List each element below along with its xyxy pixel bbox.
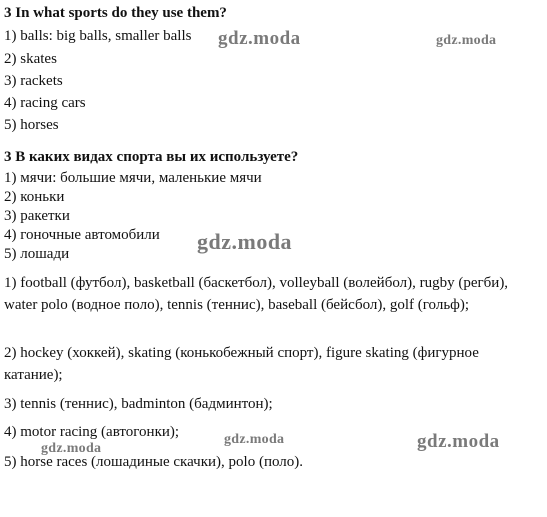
watermark: gdz.moda: [41, 441, 102, 456]
answer-paragraph-1: 1) football (футбол), basketball (баскетбол), volleyball (волейбол), rugby (регби), water polo (водное поло), tennis (теннис), baseball (бейсбол), golf (гольф);: [4, 275, 509, 313]
list-item-ru-4: 4) гоночные автомобили: [4, 227, 160, 243]
list-item-ru-3: 3) ракетки: [4, 208, 70, 224]
watermark: gdz.moda: [218, 28, 301, 49]
answer-paragraph-3: 3) tennis (теннис), badminton (бадминтон);: [4, 396, 273, 412]
list-item-en-3: 3) rackets: [4, 73, 63, 89]
watermark: gdz.moda: [417, 431, 500, 452]
list-item-ru-5: 5) лошади: [4, 246, 70, 262]
heading-russian: 3 В каких видах спорта вы их используете?: [4, 149, 299, 165]
answer-paragraph-5: 5) horse races (лошадиные скачки), polo (поло).: [4, 454, 304, 470]
list-item-ru-1: 1) мячи: большие мячи, маленькие мячи: [4, 170, 262, 186]
watermark: gdz.moda: [436, 33, 497, 48]
list-item-en-1: 1) balls: big balls, smaller balls: [4, 28, 192, 44]
answer-paragraph-2: 2) hockey (хоккей), skating (конькобежный спорт), figure skating (фигурное катание);: [4, 345, 479, 383]
list-item-en-2: 2) skates: [4, 51, 57, 67]
answer-paragraph-4: 4) motor racing (автогонки);: [4, 424, 180, 440]
list-item-en-5: 5) horses: [4, 117, 59, 133]
watermark: gdz.moda: [224, 432, 285, 447]
list-item-en-4: 4) racing cars: [4, 95, 86, 111]
heading-english: 3 In what sports do they use them?: [4, 5, 227, 21]
list-item-ru-2: 2) коньки: [4, 189, 65, 205]
watermark: gdz.moda: [197, 229, 293, 254]
